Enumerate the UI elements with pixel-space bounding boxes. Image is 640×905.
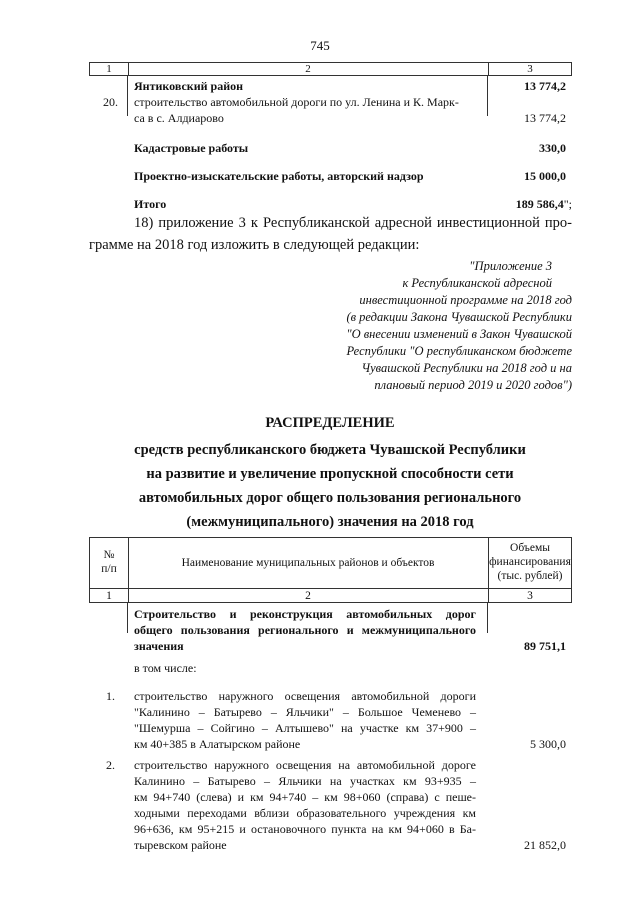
header-num: № п/п (101, 549, 117, 575)
row-total-suffix: "; (563, 197, 572, 211)
stamp-line-1: "Приложение 3 (469, 259, 552, 273)
item-2-line-6: тыревском районе (134, 838, 227, 852)
row-survey-name: Проектно-изыскательские работы, авторский надзор (134, 169, 424, 183)
paragraph-line-2: грамме на 2018 год изложить в следующей редакции: (89, 237, 420, 253)
header-name: Наименование муниципальных районов и объектов (181, 557, 435, 569)
item-2-line-4: ходными переходами вблизи образовательного учреждения км (134, 806, 476, 820)
item-1-num: 1. (106, 689, 115, 703)
index-col-3: 3 (527, 590, 533, 602)
index-col-1: 1 (106, 590, 112, 602)
row-survey-value: 15 000,0 (524, 169, 566, 183)
item-1-line-1: строительство наружного освещения автомобильной дороги (134, 689, 476, 703)
stamp-line-5: "О внесении изменений в Закон Чувашской (346, 327, 572, 341)
header-value: Объемы финансирования (тыс. рублей) (489, 542, 571, 582)
stamp-line-3: инвестиционной программе на 2018 год (359, 293, 572, 307)
top-col-3: 3 (527, 63, 533, 75)
top-col-1: 1 (106, 63, 112, 75)
title-line-3: автомобильных дорог общего пользования регионального (138, 490, 522, 506)
item-2-line-1: строительство наружного освещения на автомобильной дороге (134, 758, 476, 772)
section-line-2: общего пользования регионального и межмуниципального (134, 623, 476, 637)
document-heading: РАСПРЕДЕЛЕНИЕ (265, 415, 395, 431)
item-1-value: 5 300,0 (530, 737, 566, 751)
row-20-name-line2: са в с. Алдиарово (134, 111, 224, 125)
top-table-header (89, 62, 572, 76)
title-line-1: средств республиканского бюджета Чувашской Республики (134, 442, 526, 458)
item-2-num: 2. (106, 758, 115, 772)
including-label: в том числе: (134, 661, 197, 675)
appendix-stamp (320, 258, 572, 394)
section-line-3: значения (134, 639, 184, 653)
top-col-2: 2 (305, 63, 311, 75)
stamp-line-8: плановый период 2019 и 2020 годов") (374, 378, 572, 392)
item-2-line-3: км 94+740 (слева) и км 94+740 – км 98+060 (справа) с пеше- (134, 790, 476, 804)
item-1-line-2: "Калинино – Батырево – Яльчики" – Большое Чеменево – (134, 705, 476, 719)
row-20-value: 13 774,2 (524, 111, 566, 125)
item-2-value: 21 852,0 (524, 838, 566, 852)
title-line-4: (межмуниципального) значения на 2018 год (186, 514, 474, 530)
stamp-line-2: к Республиканской адресной (402, 276, 552, 290)
stamp-line-6: Республики "О республиканском бюджете (346, 344, 572, 358)
page-number: 745 (310, 38, 330, 53)
row-total-name: Итого (134, 197, 167, 211)
row-yantikovsky-value: 13 774,2 (524, 79, 566, 93)
row-cadastral-name: Кадастровые работы (134, 141, 249, 155)
row-20-name-line1: строительство автомобильной дороги по ул. Ленина и К. Марк- (134, 95, 459, 109)
item-1-line-4: км 40+385 в Алатырском районе (134, 737, 301, 751)
stamp-line-4: (в редакции Закона Чувашской Республики (346, 310, 572, 324)
paragraph-line-1: 18) приложение 3 к Республиканской адресной инвестиционной про- (134, 215, 572, 231)
main-table-header (89, 537, 572, 603)
row-total-amount: 189 586,4 (515, 197, 564, 211)
section-value: 89 751,1 (524, 639, 566, 653)
title-line-2: на развитие и увеличение пропускной способности сети (146, 466, 514, 482)
item-1-line-3: "Шемурша – Сойгино – Алтышево" на участке км 37+900 – (134, 721, 476, 735)
row-total-value (470, 196, 572, 212)
item-2-line-2: Калинино – Батырево – Яльчики на участках км 93+935 – (134, 774, 476, 788)
row-cadastral-value: 330,0 (539, 141, 566, 155)
item-2-line-5: 96+636, км 95+215 и остановочного пункта на км 94+060 в Ба- (134, 822, 476, 836)
row-yantikovsky-name: Янтиковский район (134, 79, 244, 93)
index-col-2: 2 (305, 590, 311, 602)
stamp-line-7: Чувашской Республики на 2018 год и на (361, 361, 572, 375)
row-20-num: 20. (103, 95, 118, 109)
section-line-1: Строительство и реконструкция автомобильных дорог (134, 607, 476, 621)
